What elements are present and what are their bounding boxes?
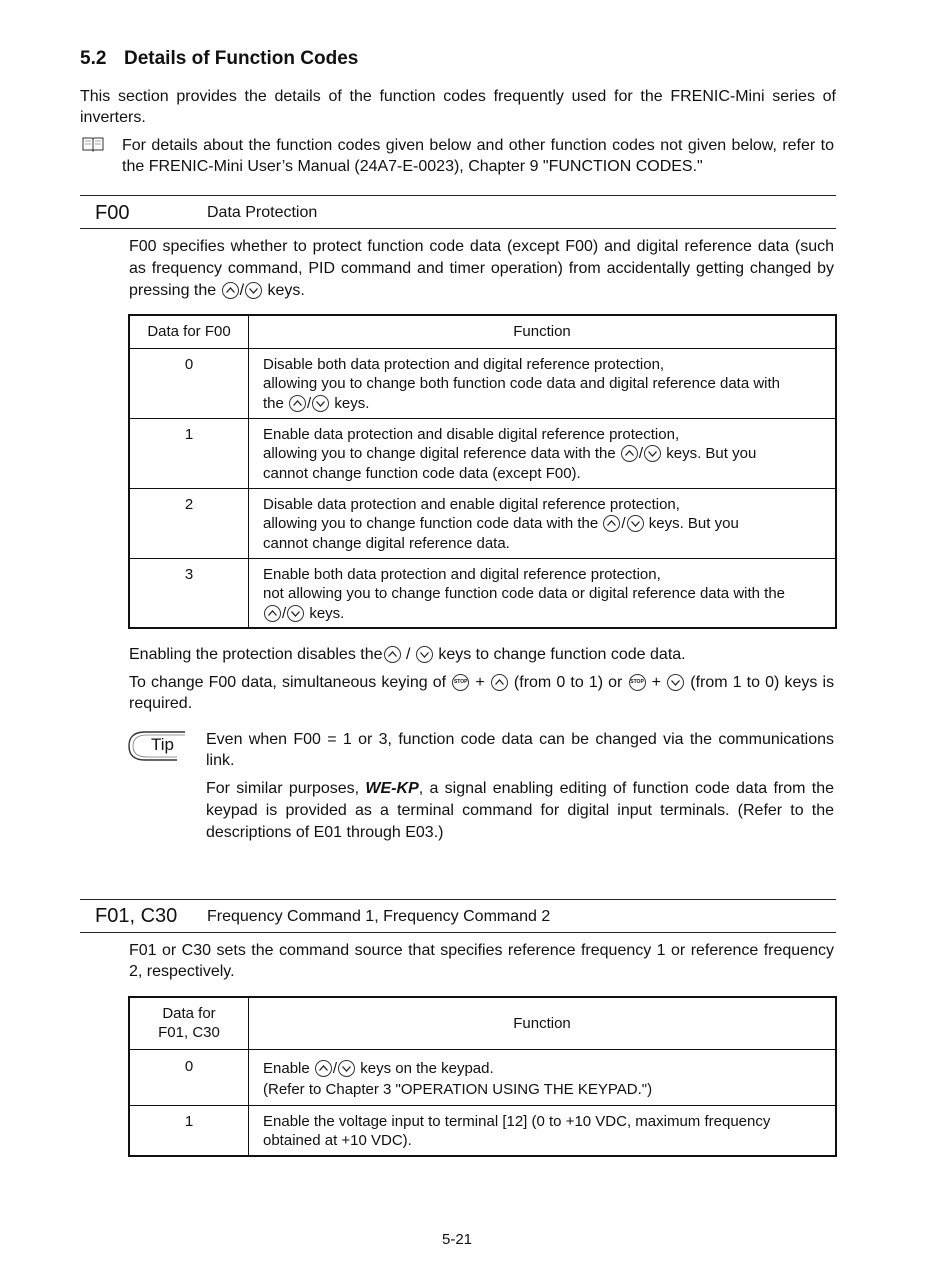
section-heading (80, 48, 358, 70)
up-key-icon (491, 674, 508, 691)
up-key-icon (315, 1060, 332, 1077)
up-key-icon (603, 515, 620, 532)
change-f00-note: To change F00 data, simultaneous keying of STOP + (from 0 to 1) or STOP + (from 1 to 0) keys is required. (129, 674, 835, 712)
down-key-icon (416, 646, 433, 663)
function-code-f00: F00 (95, 202, 130, 224)
table-header-row (129, 315, 836, 348)
section-rule-top (80, 195, 836, 196)
section-rule-bottom (80, 932, 836, 933)
down-key-icon (338, 1060, 355, 1077)
section-rule-bottom (80, 228, 836, 229)
up-key-icon (384, 646, 401, 663)
down-key-icon (312, 395, 329, 412)
function-title-f00: Data Protection (207, 204, 318, 221)
intro-paragraph: This section provides the details of the function codes frequently used for the FRENIC-Mini series of inverters. (80, 88, 836, 126)
f00-description: F00 specifies whether to protect function code data (except F00) and digital reference data (such as frequency command, PID command and timer operation) from accidentally getting changed by pressing the / keys. (129, 238, 834, 299)
table-header-row (129, 997, 836, 1049)
reference-note: For details about the function codes given below and other function codes not given below, refer to the FRENIC-Mini User’s Manual (24A7-E-0023), Chapter 9 "FUNCTION CODES." (122, 137, 834, 175)
up-key-icon (289, 395, 306, 412)
tip-icon: Tip (127, 728, 189, 764)
section-number: 5.2 (80, 48, 107, 69)
up-key-icon (621, 445, 638, 462)
table-row: 1 Enable data protection and disable digital reference protection, allowing you to change digital reference data with the / keys. But you cannot change function code data (except F00). (129, 418, 836, 488)
column-header-function: Function (249, 315, 837, 348)
table-row: 2 Disable data protection and enable digital reference protection, allowing you to change function code data with the / keys. But you cannot change digital reference data. (129, 488, 836, 558)
function-title-f01: Frequency Command 1, Frequency Command 2 (207, 908, 551, 925)
table-row: 0 Disable both data protection and digital reference protection, allowing you to change both function code data and digital reference data with the / keys. (129, 348, 836, 418)
down-key-icon (245, 282, 262, 299)
function-code-f01: F01, C30 (95, 905, 178, 927)
stop-key-icon: STOP (629, 674, 646, 691)
f01-description: F01 or C30 sets the command source that specifies reference frequency 1 or reference frequency 2, respectively. (129, 942, 834, 980)
tip-text-2: For similar purposes, WE-KP, a signal enabling editing of function code data from the keypad is provided as a terminal command for digital input terminals. (Refer to the descriptions of E01 through E03.) (206, 780, 835, 841)
column-header-data: Data for F01, C30 (129, 997, 249, 1049)
table-row: 1 Enable the voltage input to terminal [12] (0 to +10 VDC, maximum frequency obtained at +10 VDC). (129, 1105, 836, 1156)
table-row: 0 Enable / keys on the keypad. (Refer to Chapter 3 "OPERATION USING THE KEYPAD.") (129, 1049, 836, 1105)
table-row: 3 Enable both data protection and digital reference protection, not allowing you to change function code data or digital reference data with the / keys. (129, 558, 836, 628)
down-key-icon (627, 515, 644, 532)
page-number: 5-21 (441, 1231, 473, 1248)
f00-data-table (128, 314, 837, 629)
down-key-icon (644, 445, 661, 462)
stop-key-icon: STOP (452, 674, 469, 691)
book-icon (82, 136, 104, 152)
section-title: Details of Function Codes (124, 48, 359, 69)
tip-text-1: Even when F00 = 1 or 3, function code data can be changed via the communications link. (206, 731, 834, 769)
up-key-icon (222, 282, 239, 299)
column-header-data: Data for F00 (129, 315, 249, 348)
section-rule-top (80, 899, 836, 900)
down-key-icon (667, 674, 684, 691)
protection-note: Enabling the protection disables the / keys to change function code data. (129, 646, 686, 663)
column-header-function: Function (249, 997, 837, 1049)
down-key-icon (287, 605, 304, 622)
up-key-icon (264, 605, 281, 622)
f01-data-table (128, 996, 837, 1157)
